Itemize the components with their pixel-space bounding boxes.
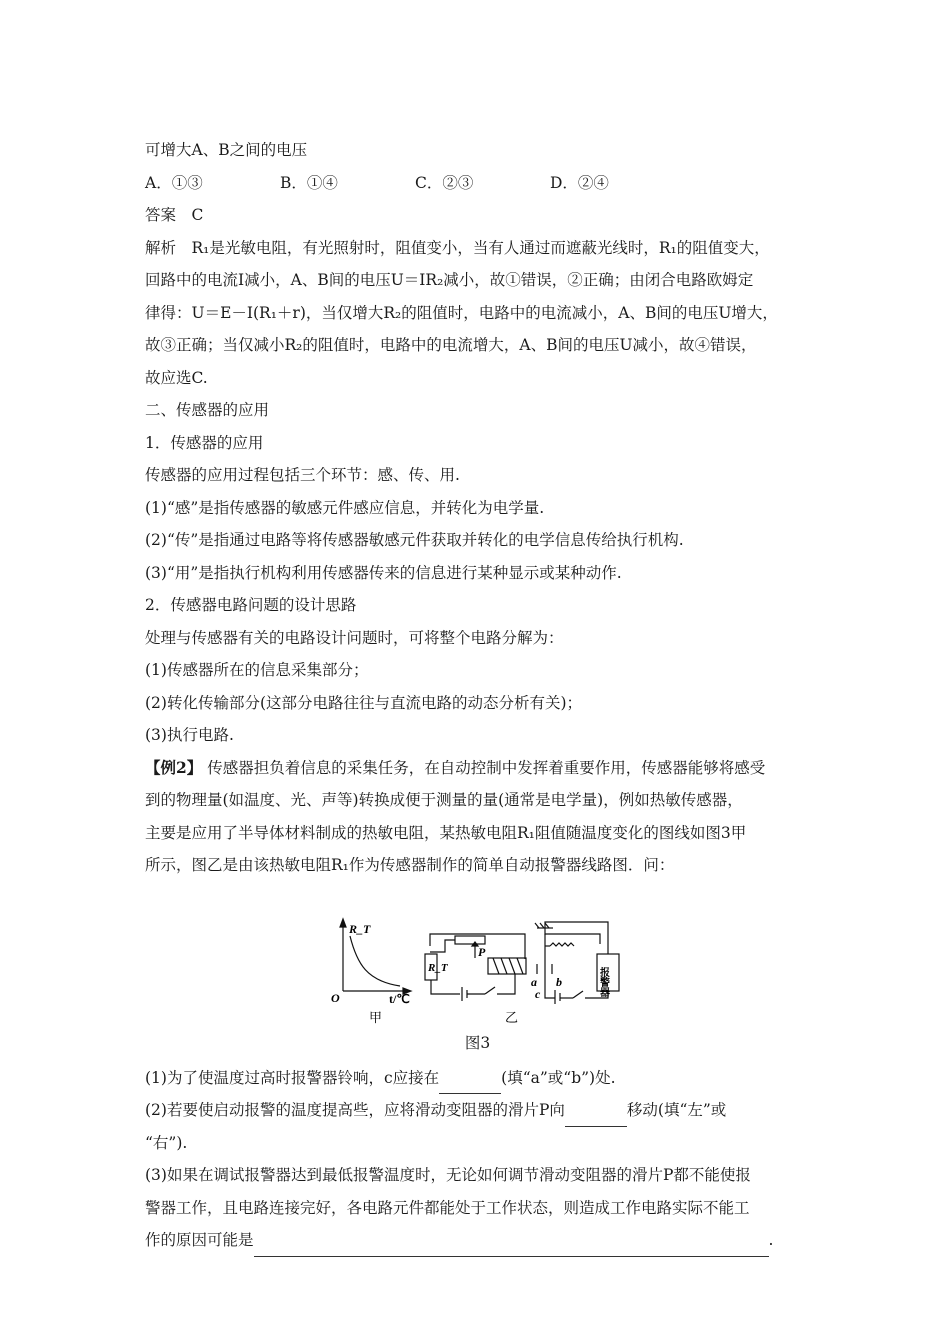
figure-caption: 图3 xyxy=(464,1033,491,1052)
body-line: (2)转化传输部分(这部分电路往往与直流电路的动态分析有关)； xyxy=(145,693,583,712)
subsection-heading: 1．传感器的应用 xyxy=(145,433,264,452)
answer-options xyxy=(145,167,810,200)
explanation-line: 律得：U＝E－I(R₁＋r)，当仅增大R₂的阻值时，电路中的电流减小，A、B间的电压U增大， xyxy=(145,303,778,322)
alarm-label: 报警器 xyxy=(597,966,609,997)
section-heading: 二、传感器的应用 xyxy=(145,401,270,419)
explanation-line: 回路中的电流I减小，A、B间的电压U＝IR₂减小，故①错误，②正确；由闭合电路欧姆定 xyxy=(145,271,754,289)
question-3-text: 作的原因可能是 xyxy=(145,1231,254,1249)
graph-y-label: R_T xyxy=(349,921,371,936)
body-line: 处理与传感器有关的电路设计问题时，可将整个电路分解为： xyxy=(145,628,564,647)
question-3-period: . xyxy=(768,1231,774,1249)
contact-b-label: b xyxy=(556,974,562,989)
body-line: 传感器的应用过程包括三个环节：感、传、用. xyxy=(145,466,460,484)
explanation-line: 故应选C. xyxy=(145,368,208,387)
option-c: C．②③ xyxy=(415,173,474,192)
contact-c-label: c xyxy=(535,986,541,1001)
graph-origin-label: O xyxy=(331,990,340,1005)
body-line: (1)“感”是指传感器的敏感元件感应信息，并转化为电学量. xyxy=(145,498,545,517)
example-line: 所示，图乙是由该热敏电阻R₁作为传感器制作的简单自动报警器线路图．问： xyxy=(145,856,675,874)
work-wire-alarm-top xyxy=(545,922,608,954)
label-jia: 甲 xyxy=(369,1009,383,1025)
question-3-end xyxy=(145,1224,810,1257)
document-page xyxy=(145,134,810,1257)
question-1-text: (1)为了使温度过高时报警器铃响，c应接在 xyxy=(145,1068,440,1087)
answer-blank-3[interactable] xyxy=(254,1238,769,1257)
rheostat-lead xyxy=(430,940,455,952)
option-b: B．①④ xyxy=(280,173,338,192)
graph-curve xyxy=(350,936,400,986)
question-1 xyxy=(145,1062,810,1095)
rheostat xyxy=(455,936,485,944)
thermistor-label: R_T xyxy=(428,961,448,974)
spring xyxy=(550,943,574,946)
example-line xyxy=(145,752,810,785)
body-line: (3)“用”是指执行机构利用传感器传来的信息进行某种显示或某种动作. xyxy=(145,563,622,582)
control-switch xyxy=(485,987,495,994)
body-line: (3)执行电路. xyxy=(145,726,234,744)
body-line: (1)传感器所在的信息采集部分； xyxy=(145,661,369,679)
option-d: D．②④ xyxy=(550,173,609,192)
question-2-hint: 移动(填“左”或 xyxy=(626,1101,727,1119)
answer-blank-1[interactable] xyxy=(439,1075,501,1094)
figure-3 xyxy=(145,886,810,1026)
question-2-text: (2)若要使启动报警的温度提高些，应将滑动变阻器的滑片P向 xyxy=(145,1101,565,1119)
slider-p-label: P xyxy=(478,944,486,959)
example-text: 传感器担负着信息的采集任务，在自动控制中发挥着重要作用，传感器能够将感受 xyxy=(207,758,766,777)
question-2 xyxy=(145,1094,810,1127)
explanation-line: 解析 R₁是光敏电阻，有光照射时，阻值变小，当有人通过而遮蔽光线时，R₁的阻值变大， xyxy=(145,238,770,257)
graph-y-arrow xyxy=(340,919,346,927)
question-3-cont: 警器工作，且电路连接完好，各电路元件都能处于工作状态，则造成工作电路实际不能工 xyxy=(145,1198,750,1217)
label-yi: 乙 xyxy=(505,1009,519,1025)
option-a: A．①③ xyxy=(145,173,203,192)
example-tag: 【例2】 xyxy=(145,757,203,777)
work-wire-top xyxy=(545,928,600,944)
explanation-line: 故③正确；当仅减小R₂的阻值时，电路中的电流增大，A、B间的电压U减小，故④错误， xyxy=(145,336,757,354)
question-1-hint: (填“a”或“b”)处. xyxy=(501,1068,616,1087)
control-wire-bottom xyxy=(431,980,460,994)
option-continuation: 可增大A、B之间的电压 xyxy=(145,141,308,159)
answer-blank-2[interactable] xyxy=(565,1108,627,1127)
graph-x-label: t/℃ xyxy=(389,991,410,1006)
question-3: (3)如果在调试报警器达到最低报警温度时，无论如何调节滑动变阻器的滑片P都不能使报 xyxy=(145,1166,751,1184)
question-2-cont: “右”). xyxy=(145,1133,188,1152)
example-line: 主要是应用了半导体材料制成的热敏电阻，某热敏电阻R₁阻值随温度变化的图线如图3甲 xyxy=(145,823,747,842)
subsection-heading: 2．传感器电路问题的设计思路 xyxy=(145,596,357,614)
answer-line: 答案 C xyxy=(145,206,204,224)
contact-a-label: a xyxy=(531,974,537,989)
figure-3-drawing xyxy=(145,886,810,1026)
example-line: 到的物理量(如温度、光、声等)转换成便于测量的量(通常是电学量)，例如热敏传感器， xyxy=(145,791,743,809)
body-line: (2)“传”是指通过电路等将传感器敏感元件获取并转化的电学信息传给执行机构. xyxy=(145,531,684,549)
work-switch xyxy=(573,991,583,998)
